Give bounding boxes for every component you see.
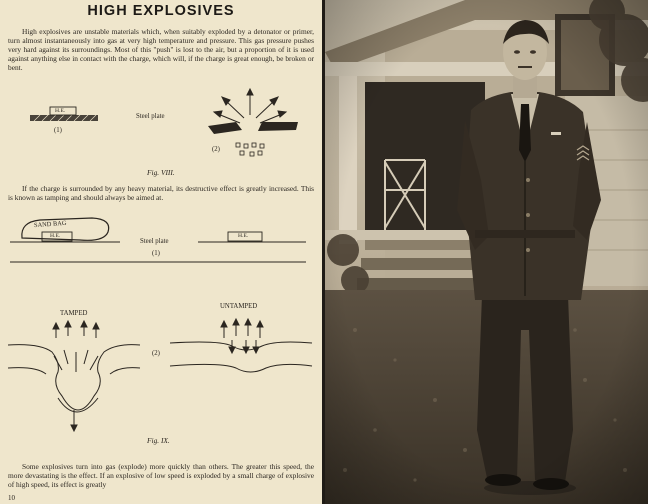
fig9-charge-label-2: H.E. (238, 233, 249, 239)
fig8-blast-arrows (214, 89, 286, 123)
fig9-tamped-diagram (8, 345, 140, 431)
fig9-step-2: (2) (152, 350, 160, 357)
fig-8-diagram (0, 0, 322, 504)
page-title: HIGH EXPLOSIVES (87, 3, 235, 19)
manual-page (0, 0, 322, 504)
fig9-charge-label-1: H.E. (50, 233, 61, 239)
fig9-steel-plate-label: Steel plate (140, 238, 169, 245)
fig9-untamped-label: UNTAMPED (220, 303, 258, 310)
photo-scene (325, 0, 648, 504)
paragraph-3: Some explosives turn into gas (explode) more quickly than others. The greater this speed, the more devastating is the effect. If an explosive of low speed is exploded by a small charge of explosive of high speed, its effect is greatly (8, 462, 314, 490)
fig8-step-2: (2) (212, 146, 220, 153)
fig9-untamped-diagram (170, 342, 312, 372)
fig8-broken-plate (208, 122, 298, 134)
sepia-photograph (325, 0, 648, 504)
fig9-caption: Fig. IX. (147, 436, 170, 445)
fig9-untamped-arrows (221, 319, 263, 353)
fig9-sand-bag-label: SAND BAG (33, 219, 67, 230)
fig9-tamped-arrows (53, 321, 99, 372)
paragraph-1: High explosives are unstable materials which, when suitably exploded by a detonator or primer, turn almost instantaneously into gas at very high temperature and pressure. This gas pressure pushes very hard against its surroundings. Most of this "push" is lost to the air, but a proportion of it is used against anything else in contact with the charge, which will, if the charge is great enough, be broken or bent. (8, 27, 314, 73)
paragraph-2: If the charge is surrounded by any heavy material, its destructive effect is greatly increased. This is known as tamping and should always be aimed at. (8, 184, 314, 203)
page-number: 10 (8, 494, 15, 502)
photo-vignette (325, 0, 648, 504)
fig8-fragments (236, 143, 264, 156)
fig8-steel-plate-label: Steel plate (136, 113, 165, 120)
fig8-step-1: (1) (54, 127, 62, 134)
fig8-charge-label: H.E. (55, 108, 66, 114)
fig9-tamped-label: TAMPED (60, 310, 88, 317)
fig9-step-1: (1) (152, 250, 160, 257)
fig8-caption: Fig. VIII. (147, 168, 175, 177)
